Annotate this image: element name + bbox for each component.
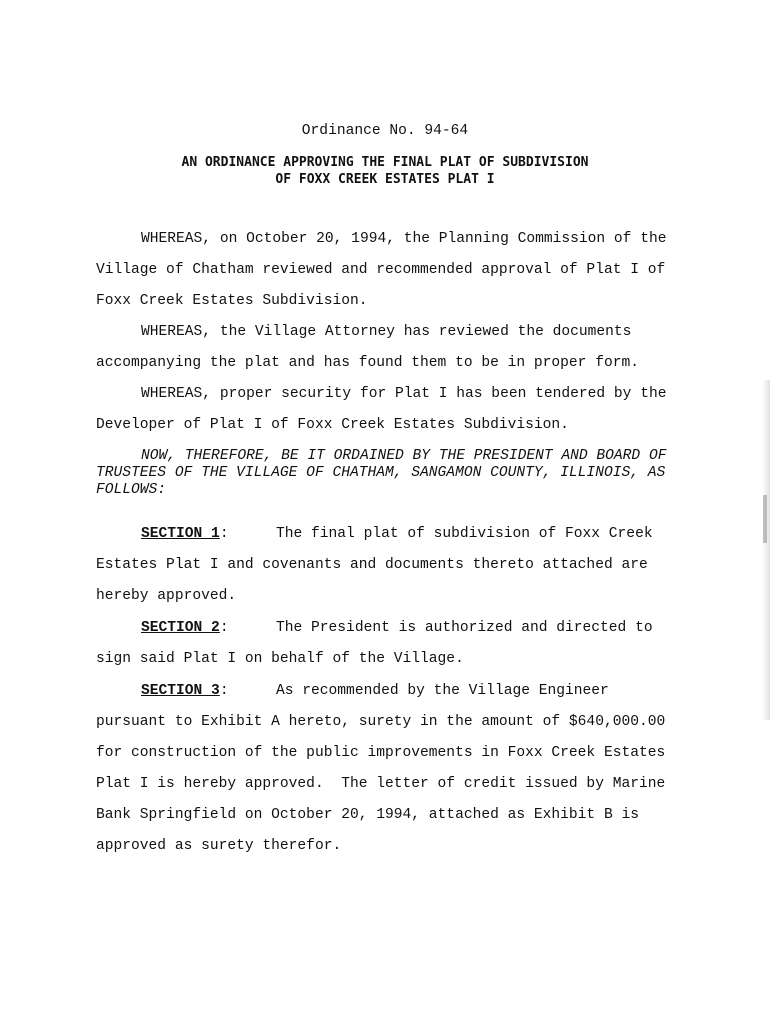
section-3-heading (141, 682, 229, 700)
whereas-2-line-2: accompanying the plat and has found them to be in proper form. (96, 355, 639, 371)
ordained-line-2: TRUSTEES OF THE VILLAGE OF CHATHAM, SANGAMON COUNTY, ILLINOIS, AS (96, 465, 666, 481)
ordinance-heading-line-2: OF FOXX CREEK ESTATES PLAT I (275, 172, 495, 187)
section-1-line-2: Estates Plat I and covenants and documents thereto attached are (96, 557, 648, 573)
section-2-line-1: The President is authorized and directed to (276, 620, 653, 636)
section-2-heading (141, 619, 229, 637)
whereas-2-line-1: WHEREAS, the Village Attorney has reviewed the documents (141, 324, 632, 340)
section-3-line-5: Bank Springfield on October 20, 1994, attached as Exhibit B is (96, 807, 639, 823)
section-3-line-4: Plat I is hereby approved. The letter of credit issued by Marine (96, 776, 666, 792)
section-1-colon: : (219, 526, 229, 542)
scan-edge-shadow (762, 380, 770, 720)
section-3-line-3: for construction of the public improvements in Foxx Creek Estates (96, 745, 666, 761)
whereas-1-line-2: Village of Chatham reviewed and recommended approval of Plat I of (96, 262, 666, 278)
ordinance-number: Ordinance No. 94-64 (301, 123, 469, 139)
section-2-colon: : (219, 620, 229, 636)
ordinance-heading-line-1: AN ORDINANCE APPROVING THE FINAL PLAT OF SUBDIVISION (181, 155, 589, 170)
section-3-colon: : (219, 683, 229, 699)
scan-edge-mark (763, 495, 767, 543)
section-2-label: SECTION 2 (141, 620, 220, 636)
whereas-1-line-1: WHEREAS, on October 20, 1994, the Planning Commission of the (141, 231, 667, 247)
ordained-line-1: NOW, THEREFORE, BE IT ORDAINED BY THE PRESIDENT AND BOARD OF (141, 448, 667, 464)
section-1-heading (141, 525, 229, 543)
section-1-line-1: The final plat of subdivision of Foxx Creek (276, 526, 653, 542)
section-2-line-2: sign said Plat I on behalf of the Village. (96, 651, 464, 667)
whereas-3-line-2: Developer of Plat I of Foxx Creek Estates Subdivision. (96, 417, 569, 433)
section-3-line-6: approved as surety therefor. (96, 838, 342, 854)
section-1-line-3: hereby approved. (96, 588, 237, 604)
section-3-label: SECTION 3 (141, 683, 220, 699)
section-3-line-1: As recommended by the Village Engineer (276, 683, 609, 699)
section-1-label: SECTION 1 (141, 526, 220, 542)
ordained-line-3: FOLLOWS: (96, 482, 167, 498)
whereas-1-line-3: Foxx Creek Estates Subdivision. (96, 293, 368, 309)
section-3-line-2: pursuant to Exhibit A hereto, surety in the amount of $640,000.00 (96, 714, 666, 730)
whereas-3-line-1: WHEREAS, proper security for Plat I has been tendered by the (141, 386, 667, 402)
